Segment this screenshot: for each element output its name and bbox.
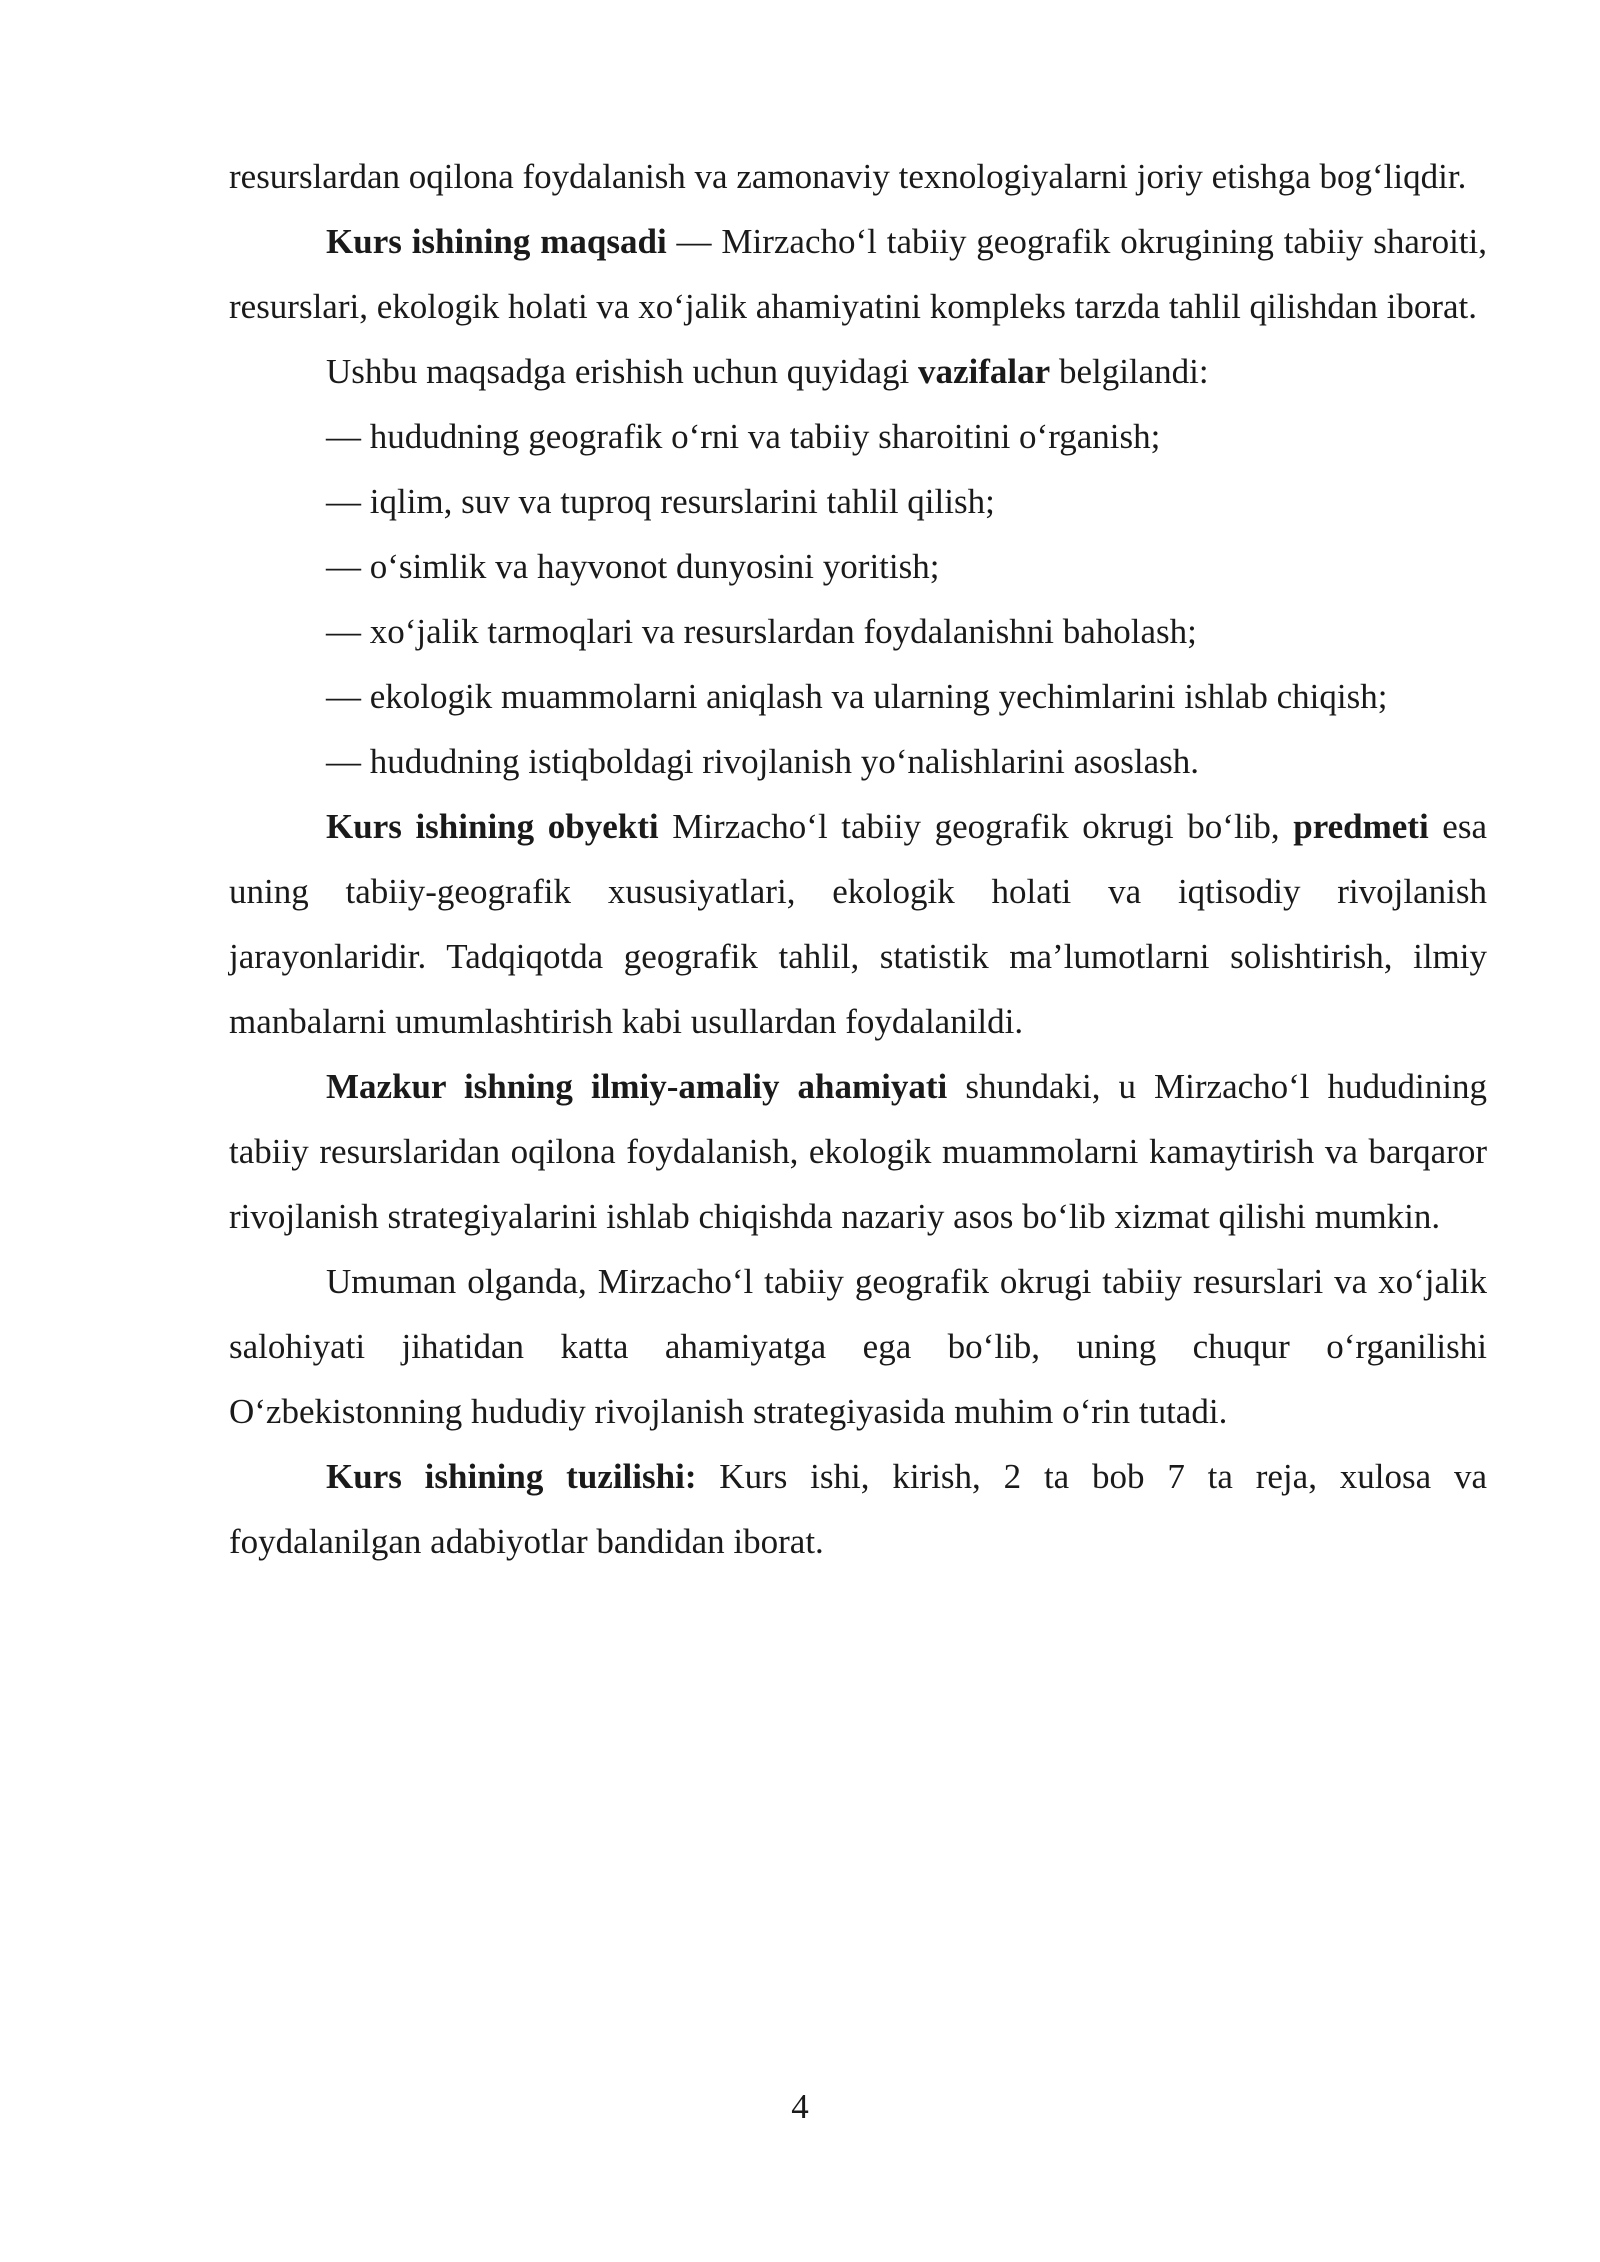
list-item: — iqlim, suv va tuproq resurslarini tahlil qilish; [326, 482, 995, 521]
significance-label: Mazkur ishning ilmiy-amaliy ahamiyati [326, 1067, 948, 1106]
list-item: — hududning geografik o‘rni va tabiiy sharoitini o‘rganish; [326, 417, 1161, 456]
tasks-lead-bold: vazifalar [918, 352, 1051, 391]
tasks-lead-after: belgilandi: [1050, 352, 1209, 391]
intro-continuation-text: resurslardan oqilona foydalanish va zamonaviy texnologiyalarni joriy etishga bog‘liqdir. [229, 157, 1467, 196]
significance-text: shundaki, u Mirzacho‘l hududining tabiiy resurslaridan oqilona foydalanish, ekologik muammolarni kamaytirish va barqaror rivojlanish strategiyalarini ishlab chiqishda nazariy asos bo‘lib xizmat qilishi mumkin. [229, 1067, 1488, 1236]
structure-label: Kurs ishining tuzilishi: [326, 1457, 697, 1496]
intro-continuation-paragraph [229, 144, 1487, 209]
structure-paragraph [229, 1444, 1487, 1574]
list-item: — hududning istiqboldagi rivojlanish yo‘nalishlarini asoslash. [326, 742, 1199, 781]
object-paragraph [229, 794, 1487, 1054]
object-label: Kurs ishining obyekti [326, 807, 659, 846]
object-text-end: esa uning tabiiy-geografik xususiyatlari, ekologik holati va iqtisodiy rivojlanish jarayonlaridir. Tadqiqotda geografik tahlil, statistik ma’lumotlarni solishtirish, ilmiy manbalarni umumlashtirish kabi usullardan foydalanildi. [229, 807, 1487, 1041]
subject-label: predmeti [1293, 807, 1429, 846]
summary-text: Umuman olganda, Mirzacho‘l tabiiy geografik okrugi tabiiy resurslari va xo‘jalik salohiyati jihatidan katta ahamiyatga ega bo‘lib, uning chuqur o‘rganilishi O‘zbekistonning hududiy rivojlanish strategiyasida muhim o‘rin tutadi. [229, 1262, 1487, 1431]
goal-paragraph [229, 209, 1487, 339]
object-text-middle: Mirzacho‘l tabiiy geografik okrugi bo‘lib, [658, 807, 1294, 846]
tasks-list [229, 404, 1487, 794]
list-item: — xo‘jalik tarmoqlari va resurslardan foydalanishni baholash; [326, 612, 1197, 651]
list-item: — ekologik muammolarni aniqlash va ularning yechimlarini ishlab chiqish; [326, 677, 1388, 716]
goal-text: — Mirzacho‘l tabiiy geografik okrugining tabiiy sharoiti, resurslari, ekologik holati va xo‘jalik ahamiyatini kompleks tarzda tahlil qilishdan iborat. [229, 222, 1488, 326]
list-item: — o‘simlik va hayvonot dunyosini yoritish; [326, 547, 940, 586]
tasks-lead-before: Ushbu maqsadga erishish uchun quyidagi [326, 352, 918, 391]
summary-paragraph [229, 1249, 1487, 1444]
significance-paragraph [229, 1054, 1487, 1249]
page-number: 4 [791, 2087, 809, 2126]
structure-text: Kurs ishi, kirish, 2 ta bob 7 ta reja, xulosa va foydalanilgan adabiyotlar bandidan iborat. [229, 1457, 1488, 1561]
page-content [229, 144, 1487, 1574]
tasks-lead-paragraph [229, 339, 1487, 404]
goal-label: Kurs ishining maqsadi [326, 222, 667, 261]
